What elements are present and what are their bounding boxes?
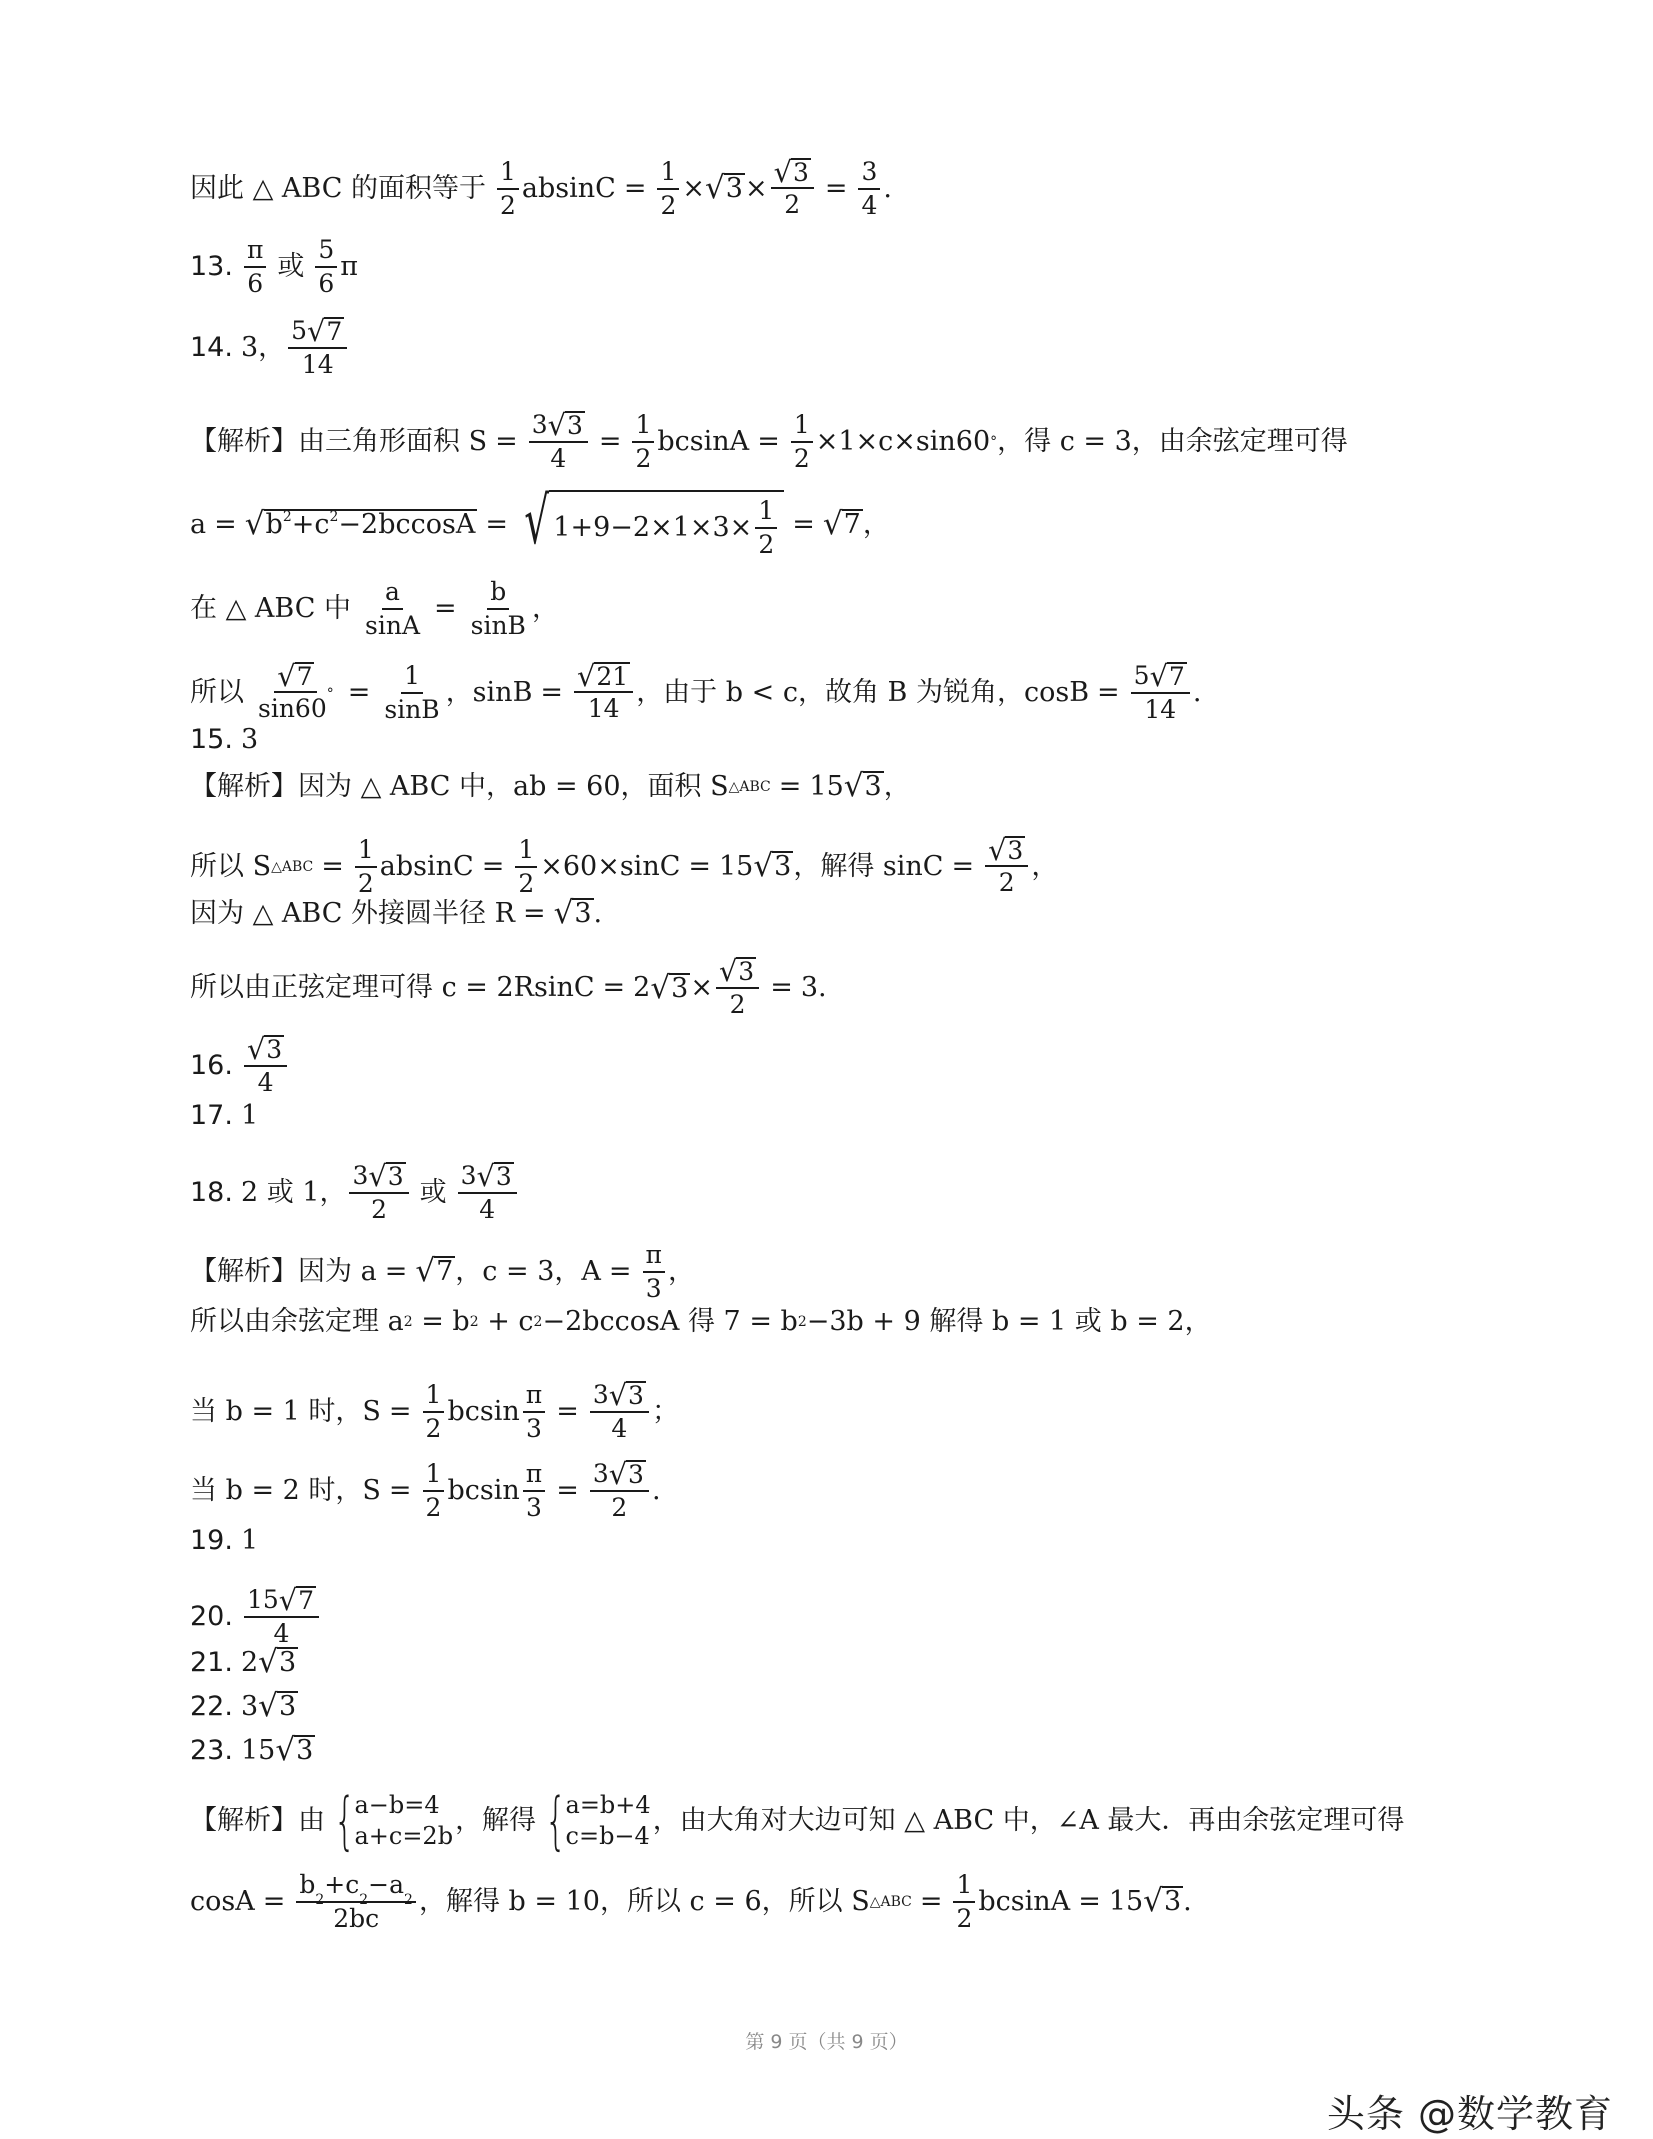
- page-footer: 第 9 页（共 9 页）: [745, 2031, 908, 2053]
- analysis-tag: 【解析】: [190, 1256, 298, 1287]
- answer-19: 19. 1: [190, 1525, 259, 1556]
- fraction: √ 3 2: [771, 158, 814, 221]
- analysis-23-line-2: cosA = b 2 +c 2 −a 2 2bc ，解得 b = 10，所以 c = 6，所以 S △ABC = $\frac{1}{2}$ bcsinA = 15 √ 3 .: [190, 1870, 1192, 1933]
- question-number: 21.: [190, 1647, 233, 1678]
- analysis-14-line-2: a = √ $b^2+c^2-2bccosA$ = √ 1+9−2×1×3× $\frac{1}{2}$ = √ 7 ，: [190, 484, 890, 559]
- sqrt: √ 1+9−2×1×3× $\frac{1}{2}$: [516, 490, 784, 560]
- analysis-15-line-4: 所以由正弦定理可得 c = 2RsinC = 2 √ 3 × √ 3 2 = 3 .: [190, 954, 827, 1019]
- question-number: 18.: [190, 1177, 233, 1208]
- analysis-23-line-1: 【解析】 由 { a−b=4 a+c=2b ，解得 { a=b+4 c=b−4 ，由大角对大边可知 △ ABC 中，∠A 最大．再由余弦定理可得: [190, 1784, 1405, 1857]
- analysis-18-line-1: 【解析】 因为 a = √ 7 ，c = 3，A = $\frac{\pi}{3}$ ，: [190, 1240, 695, 1303]
- area-conclusion-line: 因此 △ ABC 的面积等于 $\frac{1}{2}$ absinC = $\frac{1}{2}$ × √ 3 × √ 3 2 = $\frac{3}{4}$ .: [190, 154, 892, 220]
- analysis-15-line-2: 所以 S △ABC = $\frac{1}{2}$ absinC = $\frac{1}{2}$ ×60×sinC = 15 √ 3 ，解得 sinC = √ 3 2 ，: [190, 832, 1059, 898]
- analysis-14-line-3: 在 △ ABC 中 $\frac{a}{\sin A}$ = $\frac{b}{\sin B}$ ，: [190, 577, 559, 640]
- sqrt: √ 3: [705, 170, 743, 207]
- answer-18: 18. 2 或 1， 3 √ 3 2 或 3 √ 3 4: [190, 1161, 520, 1225]
- equation-system: { a=b+4 c=b−4: [544, 1784, 651, 1857]
- answer-17: 17. 1: [190, 1100, 259, 1131]
- fraction: 5 √ 7 14: [288, 316, 347, 380]
- question-number: 15.: [190, 724, 233, 755]
- equals: =: [623, 173, 647, 204]
- answer-23: 23. 15 √ 3: [190, 1732, 314, 1769]
- question-number: 16.: [190, 1050, 233, 1082]
- watermark: 头条 @数学教育: [1326, 2092, 1613, 2136]
- analysis-tag: 【解析】: [190, 771, 298, 802]
- fraction: $\frac{1}{2}$: [657, 157, 679, 221]
- analysis-14-line-4: 所以 √ 7 sin60 ° = $\frac{1}{\sin B}$ ，sinB = √ 21 14 ，由于 b < c，故角 B 为锐角，cosB = 5 √ 7 14 .: [190, 658, 1202, 724]
- answer-13: 13. $\frac{\pi}{6}$ 或 $\frac{5}{6}$ π: [190, 235, 359, 298]
- fraction: $\frac{5}{6}$: [315, 235, 337, 299]
- text: absinC: [521, 173, 616, 204]
- analysis-18-line-2: 所以由余弦定理 a 2 = b 2 + c 2 −2bccosA 得 7 = b 2 −3b + 9 解得 b = 1 或 b = 2，: [190, 1306, 1212, 1337]
- answer-16: 16. √ 3 4: [190, 1035, 290, 1098]
- question-number: 13.: [190, 251, 233, 282]
- question-number: 14.: [190, 332, 233, 363]
- analysis-tag: 【解析】: [190, 1805, 298, 1836]
- fraction: $\frac{1}{2}$: [497, 157, 519, 221]
- analysis-18-line-4: 当 b = 2 时，S = $\frac{1}{2}$ bcsin $\frac{\pi}{3}$ = 3 √ 3 2 .: [190, 1457, 661, 1522]
- analysis-tag: 【解析】: [190, 426, 298, 457]
- equation-system: { a−b=4 a+c=2b: [333, 1784, 454, 1857]
- question-number: 17.: [190, 1100, 233, 1131]
- fraction: $\frac{3}{4}$: [858, 157, 880, 221]
- analysis-15-line-3: 因为 △ ABC 外接圆半径 R = √ 3 .: [190, 895, 603, 932]
- analysis-15-line-1: 【解析】 因为 △ ABC 中，ab = 60，面积 S △ABC = 15 √ 3 ，: [190, 768, 911, 805]
- question-number: 20.: [190, 1601, 233, 1632]
- text: 因此 △ ABC 的面积等于: [190, 173, 487, 204]
- question-number: 19.: [190, 1525, 233, 1556]
- answer-20: 20. 15 √ 7 4: [190, 1585, 322, 1649]
- sqrt: √ $b^2+c^2-2bccosA$: [244, 506, 476, 543]
- answer-21: 21. 2 √ 3: [190, 1644, 297, 1681]
- answer-22: 22. 3 √ 3: [190, 1688, 297, 1725]
- question-number: 23.: [190, 1735, 233, 1766]
- answer-14: 14. 3， 5 √ 7 14: [190, 316, 350, 380]
- analysis-18-line-3: 当 b = 1 时，S = $\frac{1}{2}$ bcsin $\frac{\pi}{3}$ = 3 √ 3 4 ；: [190, 1378, 679, 1443]
- analysis-14-line-1: 【解析】 由三角形面积 S = 3 √ 3 4 = $\frac{1}{2}$ bcsinA = $\frac{1}{2}$ ×1×c×sin60 ° ，得 c = 3，由余弦定理可得: [190, 408, 1348, 473]
- answer-15: 15. 3: [190, 724, 259, 755]
- question-number: 22.: [190, 1691, 233, 1722]
- fraction: $\frac{\pi}{6}$: [244, 235, 266, 299]
